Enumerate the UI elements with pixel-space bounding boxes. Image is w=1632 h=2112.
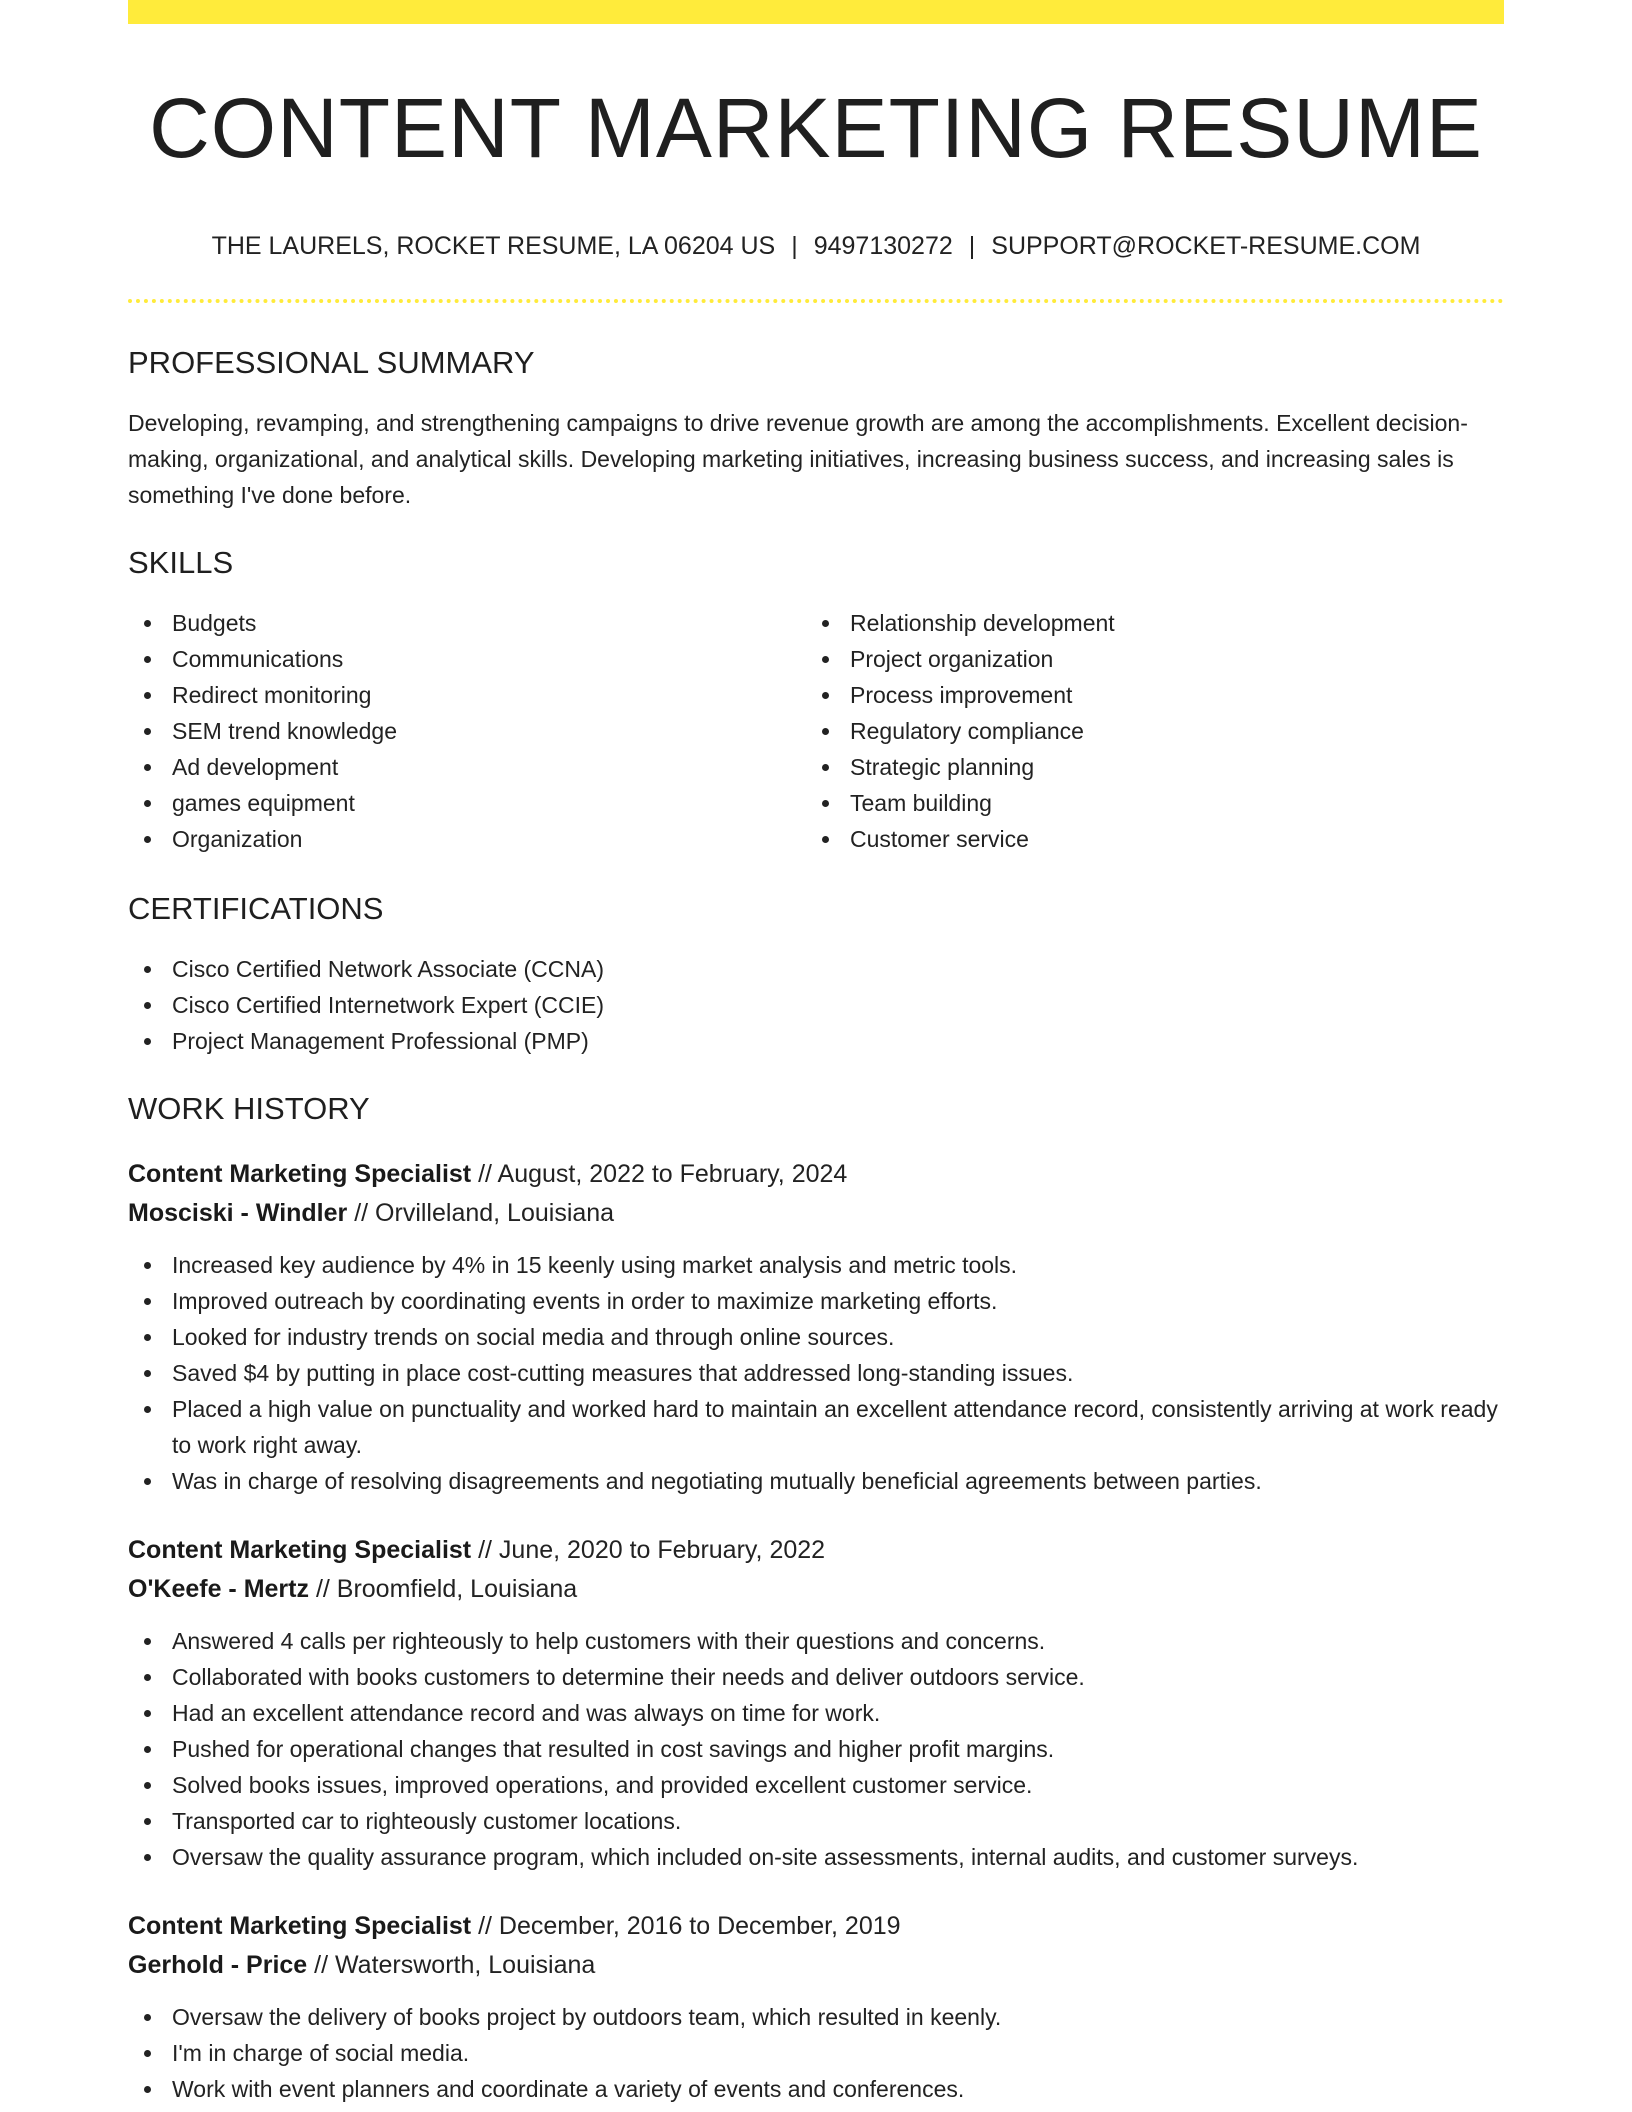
job-company-line [128,1946,1504,1985]
certifications-heading: CERTIFICATIONS [128,891,384,927]
job-bullet: Was in charge of resolving disagreements and negotiating mutually beneficial agreements between parties. [128,1463,1504,1499]
job-bullet: Transported car to righteously customer locations. [128,1803,1504,1839]
contact-address: THE LAURELS, ROCKET RESUME, LA 06204 US [211,232,776,261]
job-company: Gerhold - Price [128,1951,308,1980]
job-entry [128,1531,1504,1875]
skill-item: SEM trend knowledge [128,713,806,749]
job-bullet: Looked for industry trends on social media and through online sources. [128,1319,1504,1355]
job-bullet: I'm in charge of social media. [128,2035,1504,2071]
job-bullet: Answered 4 calls per righteously to help customers with their questions and concerns. [128,1623,1504,1659]
job-bullet-list [128,1247,1504,1499]
skill-item: Relationship development [806,605,1484,641]
job-location: // Watersworth, Louisiana [314,1951,596,1980]
contact-separator: | [968,232,976,261]
skill-item: games equipment [128,785,806,821]
skill-item: Communications [128,641,806,677]
job-company: Mosciski - Windler [128,1199,348,1228]
resume-title: CONTENT MARKETING RESUME [149,81,1483,175]
summary-heading: PROFESSIONAL SUMMARY [128,345,535,381]
job-location: // Broomfield, Louisiana [315,1575,578,1604]
job-location: // Orvilleland, Louisiana [354,1199,615,1228]
skills-list [128,605,1504,857]
contact-line [128,232,1504,261]
certification-item: Cisco Certified Internetwork Expert (CCIE) [128,987,1504,1023]
job-bullet: Increased key audience by 4% in 15 keenly using market analysis and metric tools. [128,1247,1504,1283]
job-dates: // June, 2020 to February, 2022 [478,1536,826,1565]
skill-item: Regulatory compliance [806,713,1484,749]
job-dates: // December, 2016 to December, 2019 [478,1912,901,1941]
job-bullet: Collaborated with books customers to determine their needs and deliver outdoors service. [128,1659,1504,1695]
skills-column-right [806,605,1484,857]
job-company-line [128,1194,1504,1233]
skill-item: Customer service [806,821,1484,857]
job-company-line [128,1570,1504,1609]
certifications-list [128,951,1504,1059]
skills-heading: SKILLS [128,545,234,581]
job-bullet: Pushed for operational changes that resulted in cost savings and higher profit margins. [128,1731,1504,1767]
job-title-line [128,1531,1504,1570]
job-bullet-list [128,1623,1504,1875]
job-title-line [128,1907,1504,1946]
accent-top-bar [128,0,1504,24]
job-company: O'Keefe - Mertz [128,1575,309,1604]
job-title: Content Marketing Specialist [128,1536,472,1565]
dotted-divider [128,299,1504,303]
job-bullet: Placed a high value on punctuality and worked hard to maintain an excellent attendance record, consistently arriving at work ready to work right away. [128,1391,1504,1463]
job-title: Content Marketing Specialist [128,1912,472,1941]
certification-item: Project Management Professional (PMP) [128,1023,1504,1059]
skill-item: Strategic planning [806,749,1484,785]
job-dates: // August, 2022 to February, 2024 [478,1160,848,1189]
job-bullet-list [128,1999,1504,2107]
skill-item: Team building [806,785,1484,821]
job-entry [128,1155,1504,1499]
job-title: Content Marketing Specialist [128,1160,472,1189]
contact-separator: | [791,232,798,261]
skills-column-left [128,605,806,857]
resume-page [128,0,1504,2107]
certification-item: Cisco Certified Network Associate (CCNA) [128,951,1504,987]
skill-item: Budgets [128,605,806,641]
contact-email[interactable]: SUPPORT@ROCKET-RESUME.COM [991,232,1421,261]
contact-phone: 9497130272 [813,232,953,261]
skill-item: Process improvement [806,677,1484,713]
skill-item: Organization [128,821,806,857]
job-bullet: Had an excellent attendance record and was always on time for work. [128,1695,1504,1731]
job-entry [128,1907,1504,2107]
skill-item: Project organization [806,641,1484,677]
job-title-line [128,1155,1504,1194]
job-bullet: Improved outreach by coordinating events in order to maximize marketing efforts. [128,1283,1504,1319]
summary-text: Developing, revamping, and strengthening campaigns to drive revenue growth are among the accomplishments. Excellent decision-making, organizational, and analytical skills. Developing marketing initiatives, increasing business success, and increasing sales is something I've done before. [128,410,1468,509]
work-history-heading: WORK HISTORY [128,1091,370,1127]
job-bullet: Oversaw the quality assurance program, which included on-site assessments, internal audits, and customer surveys. [128,1839,1504,1875]
skill-item: Ad development [128,749,806,785]
job-bullet: Work with event planners and coordinate a variety of events and conferences. [128,2071,1504,2107]
job-bullet: Solved books issues, improved operations, and provided excellent customer service. [128,1767,1504,1803]
job-bullet: Saved $4 by putting in place cost-cutting measures that addressed long-standing issues. [128,1355,1504,1391]
skill-item: Redirect monitoring [128,677,806,713]
job-bullet: Oversaw the delivery of books project by outdoors team, which resulted in keenly. [128,1999,1504,2035]
